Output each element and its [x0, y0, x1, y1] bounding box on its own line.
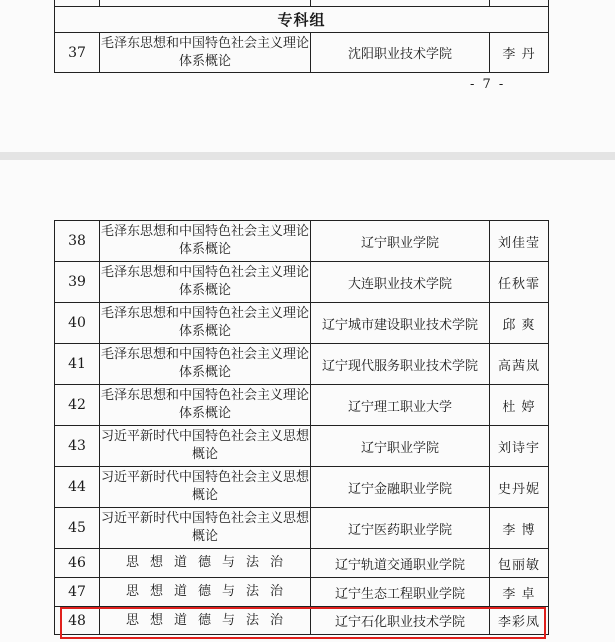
group-header-row — [55, 7, 549, 33]
table-row — [55, 549, 549, 578]
award-table-top — [54, 0, 549, 73]
course-name: 习近平新时代中国特色社会主义思想概论 — [100, 508, 311, 549]
row-number: 38 — [55, 221, 100, 262]
school-name: 沈阳职业技术学院 — [311, 33, 490, 73]
row-number: 47 — [55, 578, 100, 607]
school-name: 辽宁现代服务职业技术学院 — [311, 344, 490, 385]
winner-name: 刘诗宇 — [490, 426, 549, 467]
winner-name: 邱 爽 — [490, 303, 549, 344]
course-name: 思想道德与法治 — [100, 607, 311, 635]
winner-name: 任秋霏 — [490, 262, 549, 303]
school-name: 辽宁职业学院 — [311, 221, 490, 262]
course-name: 毛泽东思想和中国特色社会主义理论体系概论 — [100, 385, 311, 426]
winner-name: 高茜岚 — [490, 344, 549, 385]
table-row — [55, 221, 549, 262]
row-number: 37 — [55, 33, 100, 73]
course-name: 毛泽东思想和中国特色社会主义理论体系概论 — [100, 262, 311, 303]
school-name: 辽宁生态工程职业学院 — [311, 578, 490, 607]
course-name: 毛泽东思想和中国特色社会主义理论体系概论 — [100, 221, 311, 262]
award-table — [54, 220, 549, 635]
row-number: 40 — [55, 303, 100, 344]
course-name: 毛泽东思想和中国特色社会主义理论体系概论 — [100, 303, 311, 344]
school-name: 辽宁医药职业学院 — [311, 508, 490, 549]
winner-name: 包丽敏 — [490, 549, 549, 578]
course-name: 习近平新时代中国特色社会主义思想概论 — [100, 426, 311, 467]
course-name: 毛泽东思想和中国特色社会主义理论体系概论 — [100, 344, 311, 385]
school-name: 辽宁轨道交通职业学院 — [311, 549, 490, 578]
row-number: 39 — [55, 262, 100, 303]
table-row — [55, 303, 549, 344]
document-page-8 — [0, 160, 615, 642]
group-title: 专科组 — [55, 7, 549, 33]
row-number: 46 — [55, 549, 100, 578]
school-name: 大连职业技术学院 — [311, 262, 490, 303]
winner-name: 杜 婷 — [490, 385, 549, 426]
table-row — [55, 344, 549, 385]
course-name: 思想道德与法治 — [100, 578, 311, 607]
school-name: 辽宁城市建设职业技术学院 — [311, 303, 490, 344]
winner-name: 刘佳莹 — [490, 221, 549, 262]
winner-name: 李 丹 — [490, 33, 549, 73]
page-number: - 7 - — [470, 77, 506, 92]
row-number: 43 — [55, 426, 100, 467]
row-number: 48 — [55, 607, 100, 635]
document-page-7 — [0, 0, 615, 152]
row-number: 44 — [55, 467, 100, 508]
course-name: 毛泽东思想和中国特色社会主义理论体系概论 — [100, 33, 311, 73]
row-number: 45 — [55, 508, 100, 549]
school-name: 辽宁石化职业技术学院 — [311, 607, 490, 635]
winner-name: 李彩凤 — [490, 607, 549, 635]
table-row — [55, 426, 549, 467]
table-row — [55, 508, 549, 549]
school-name: 辽宁理工职业大学 — [311, 385, 490, 426]
school-name: 辽宁职业学院 — [311, 426, 490, 467]
table-row — [55, 262, 549, 303]
winner-name: 史丹妮 — [490, 467, 549, 508]
course-name: 思想道德与法治 — [100, 549, 311, 578]
winner-name: 李 卓 — [490, 578, 549, 607]
winner-name: 李 博 — [490, 508, 549, 549]
school-name: 辽宁金融职业学院 — [311, 467, 490, 508]
course-name: 习近平新时代中国特色社会主义思想概论 — [100, 467, 311, 508]
table-row — [55, 467, 549, 508]
table-row — [55, 385, 549, 426]
row-number: 42 — [55, 385, 100, 426]
table-row — [55, 33, 549, 73]
table-row — [55, 578, 549, 607]
page-gap — [0, 152, 615, 160]
table-row-highlighted — [55, 607, 549, 635]
row-number: 41 — [55, 344, 100, 385]
